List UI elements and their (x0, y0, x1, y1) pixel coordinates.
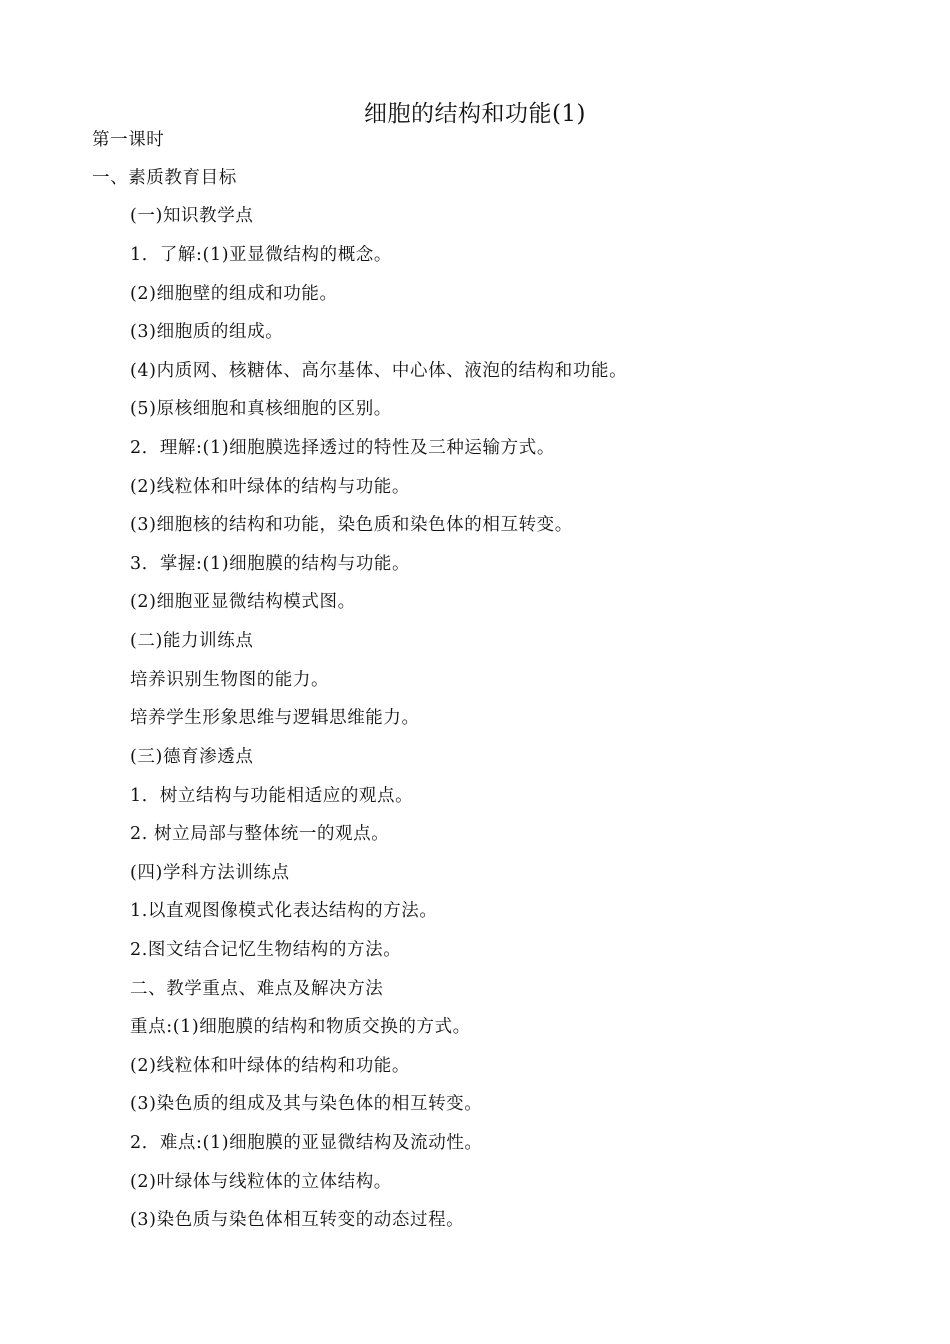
text-line: (2)叶绿体与线粒体的立体结构。 (130, 1172, 392, 1192)
text-line: 2. 树立局部与整体统一的观点。 (130, 824, 390, 844)
text-line: (2)线粒体和叶绿体的结构和功能。 (130, 1056, 410, 1076)
section-heading: 一、素质教育目标 (92, 168, 237, 188)
subsection-heading: (二)能力训练点 (130, 631, 254, 651)
text-line: 重点:(1)细胞膜的结构和物质交换的方式。 (130, 1017, 471, 1037)
document-title: 细胞的结构和功能(1) (363, 101, 587, 127)
section-heading: 二、教学重点、难点及解决方法 (130, 979, 384, 999)
text-line: (5)原核细胞和真核细胞的区别。 (130, 399, 392, 419)
text-line: (2)细胞亚显微结构模式图。 (130, 592, 356, 612)
text-line: 第一课时 (92, 130, 165, 150)
text-line: 2．理解:(1)细胞膜选择透过的特性及三种运输方式。 (130, 438, 555, 458)
text-line: 培养识别生物图的能力。 (130, 670, 330, 690)
text-line: (2)细胞壁的组成和功能。 (130, 284, 338, 304)
text-line: 2．难点:(1)细胞膜的亚显微结构及流动性。 (130, 1133, 483, 1153)
subsection-heading: (三)德育渗透点 (130, 747, 254, 767)
subsection-heading: (一)知识教学点 (130, 206, 254, 226)
text-line: 1.以直观图像模式化表达结构的方法。 (130, 901, 438, 921)
text-line: 2.图文结合记忆生物结构的方法。 (130, 940, 402, 960)
text-line: (3)细胞质的组成。 (130, 322, 284, 342)
text-line: (2)线粒体和叶绿体的结构与功能。 (130, 477, 410, 497)
text-line: (3)细胞核的结构和功能，染色质和染色体的相互转变。 (130, 515, 573, 535)
text-line: (4)内质网、核糖体、高尔基体、中心体、液泡的结构和功能。 (130, 361, 628, 381)
subsection-heading: (四)学科方法训练点 (130, 863, 290, 883)
text-line: 1．了解:(1)亚显微结构的概念。 (130, 245, 393, 265)
text-line: 培养学生形象思维与逻辑思维能力。 (130, 708, 420, 728)
text-line: 1．树立结构与功能相适应的观点。 (130, 786, 414, 806)
text-line: (3)染色质与染色体相互转变的动态过程。 (130, 1210, 465, 1230)
text-line: (3)染色质的组成及其与染色体的相互转变。 (130, 1094, 483, 1114)
text-line: 3．掌握:(1)细胞膜的结构与功能。 (130, 554, 411, 574)
